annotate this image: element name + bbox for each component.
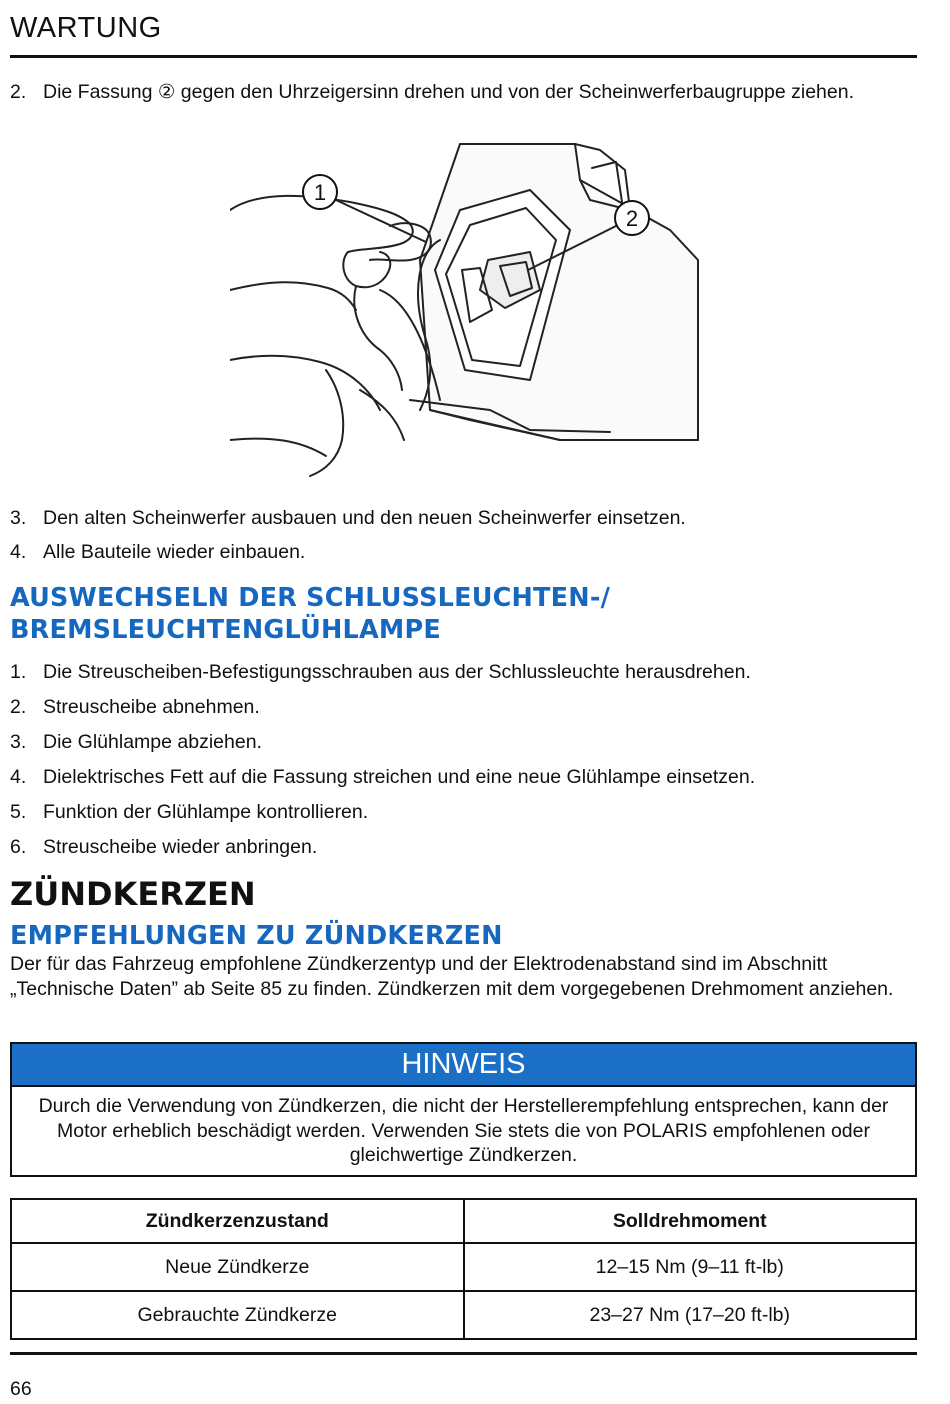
step-number: 1.	[10, 661, 27, 683]
step-text: Die Fassung ② gegen den Uhrzeigersinn drehen und von der Scheinwerferbaugruppe ziehen.	[43, 81, 855, 103]
column-header-condition: Zündkerzenzustand	[11, 1199, 464, 1243]
taillight-step-3	[10, 729, 915, 755]
step-number: 4.	[10, 541, 27, 563]
step-number: 2.	[10, 81, 27, 103]
table-cell: 12–15 Nm (9–11 ft-lb)	[464, 1243, 917, 1291]
sparkplug-subheading: EMPFEHLUNGEN ZU ZÜNDKERZEN	[10, 921, 503, 951]
callout-1-label: 1	[313, 180, 327, 205]
table-cell: 23–27 Nm (17–20 ft-lb)	[464, 1291, 917, 1339]
step-text: Funktion der Glühlampe kontrollieren.	[43, 801, 369, 823]
headlamp-step-3	[10, 505, 915, 531]
step-text: Den alten Scheinwerfer ausbauen und den neuen Scheinwerfer einsetzen.	[43, 507, 686, 529]
step-number: 4.	[10, 766, 27, 788]
step-text: Dielektrisches Fett auf die Fassung streichen und eine neue Glühlampe einsetzen.	[43, 766, 756, 788]
taillight-step-1	[10, 659, 915, 685]
notice-text: Durch die Verwendung von Zündkerzen, die nicht der Herstellerempfehlung entsprechen, kann der Motor erheblich beschädigt werden. Verwenden Sie stets die von POLARIS empfohlenen oder gleichwertige Zündkerzen.	[38, 1095, 889, 1166]
page-number: 66	[10, 1378, 32, 1400]
step-number: 3.	[10, 731, 27, 753]
taillight-step-6	[10, 834, 915, 860]
callout-2-label: 2	[625, 206, 639, 231]
notice-box	[10, 1042, 917, 1177]
taillight-step-4	[10, 764, 915, 790]
step-text: Die Glühlampe abziehen.	[43, 731, 262, 753]
headlamp-step-4	[10, 539, 915, 565]
table-row	[11, 1291, 916, 1339]
table-cell: Neue Zündkerze	[11, 1243, 464, 1291]
step-number: 6.	[10, 836, 27, 858]
step-text: Streuscheibe abnehmen.	[43, 696, 260, 718]
taillight-heading	[10, 582, 610, 646]
step-text: Alle Bauteile wieder einbauen.	[43, 541, 306, 563]
page-header-title: WARTUNG	[10, 12, 162, 44]
column-header-torque: Solldrehmoment	[464, 1199, 917, 1243]
taillight-step-2	[10, 694, 915, 720]
step-number: 5.	[10, 801, 27, 823]
table-cell: Gebrauchte Zündkerze	[11, 1291, 464, 1339]
headlamp-step-2	[10, 79, 915, 105]
taillight-heading-line-2: BREMSLEUCHTENGLÜHLAMPE	[10, 615, 442, 645]
footer-rule	[10, 1352, 917, 1355]
sparkplug-heading: ZÜNDKERZEN	[10, 875, 256, 913]
table-header-row	[11, 1199, 916, 1243]
torque-table	[10, 1198, 917, 1340]
notice-title: HINWEIS	[12, 1044, 915, 1087]
step-text: Die Streuscheiben-Befestigungsschrauben aus der Schlussleuchte herausdrehen.	[43, 661, 751, 683]
step-number: 2.	[10, 696, 27, 718]
sparkplug-paragraph: Der für das Fahrzeug empfohlene Zündkerzentyp und der Elektrodenabstand sind im Abschnitt „Technische Daten” ab Seite 85 zu finden. Zündkerzen mit dem vorgegebenen Drehmoment anziehen.	[10, 953, 894, 1000]
step-number: 3.	[10, 507, 27, 529]
table-row	[11, 1243, 916, 1291]
taillight-heading-line-1: AUSWECHSELN DER SCHLUSSLEUCHTEN-/	[10, 583, 611, 613]
header-rule	[10, 55, 917, 58]
step-text: Streuscheibe wieder anbringen.	[43, 836, 318, 858]
taillight-step-5	[10, 799, 915, 825]
headlamp-socket-illustration	[230, 140, 700, 478]
